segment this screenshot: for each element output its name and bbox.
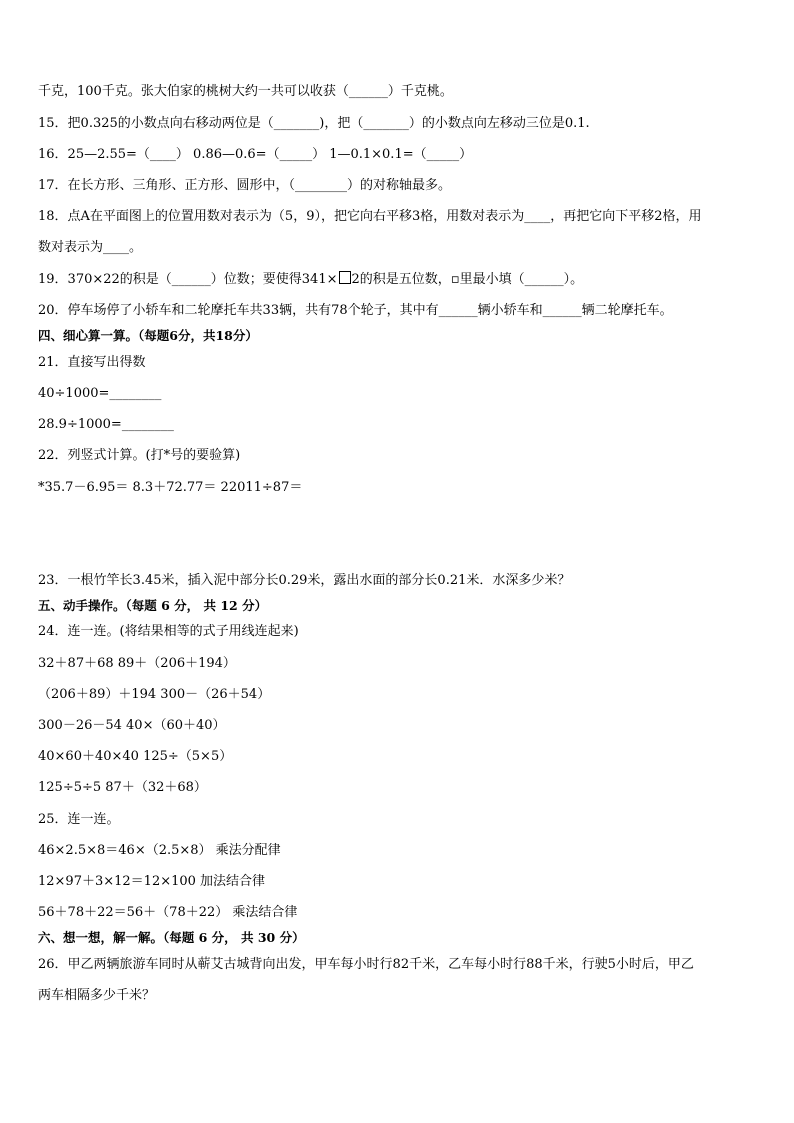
text-line-q26-continued: 两车相隔多少千米？	[38, 988, 156, 1003]
text-line-q15: 15．把0.325的小数点向右移动两位是（_______)，把（_______）的小数点向左移动三位是0.1.	[38, 116, 590, 131]
text-line-q17: 17．在长方形、三角形、正方形、圆形中，（________）的对称轴最多。	[38, 178, 452, 193]
text-line-q18-continued: 数对表示为____。	[38, 240, 143, 255]
text-line-q24-row2: （206＋89）＋194 300－（26＋54）	[38, 687, 271, 702]
blank-square-icon	[339, 271, 351, 284]
text-line-q24-row4: 40×60＋40×40 125÷（5×5）	[38, 749, 233, 764]
text-line-q14-continued: 千克，100千克。张大伯家的桃树大约一共可以收获（______）千克桃。	[38, 84, 453, 99]
text-line-q18: 18．点A在平面图上的位置用数对表示为（5，9），把它向右平移3格，用数对表示为____，再把它向下平移2格，用	[38, 209, 702, 224]
section-heading-5: 五、动手操作。（每题 6 分， 共 12 分）	[38, 598, 268, 613]
section-heading-4: 四、细心算一算。（每题6分，共18分）	[38, 328, 258, 343]
text-line-q24-row5: 125÷5÷5 87＋（32＋68）	[38, 780, 207, 795]
section-heading-6: 六、想一想，解一解。（每题 6 分， 共 30 分）	[38, 930, 305, 945]
text-line-q19	[38, 271, 758, 289]
text-line-q25-row3: 56＋78＋22＝56＋（78＋22） 乘法结合律	[38, 905, 298, 920]
text-line-q22: 22．列竖式计算。(打*号的要验算)	[38, 448, 241, 463]
text-line-q21-a: 40÷1000=________	[38, 386, 162, 401]
text-line-q24-row1: 32＋87＋68 89＋（206＋194）	[38, 656, 236, 671]
text-line-q26: 26．甲乙两辆旅游车同时从蕲艾古城背向出发，甲车每小时行82千米，乙车每小时行88千米，行驶5小时后，甲乙	[38, 957, 694, 972]
text-line-q20: 20．停车场停了小轿车和二轮摩托车共33辆，共有78个轮子，其中有______辆小轿车和______辆二轮摩托车。	[38, 303, 673, 318]
text-line-q22-problems: *35.7－6.95＝ 8.3＋72.77＝ 22011÷87＝	[38, 480, 303, 495]
text-line-q16: 16．25—2.55=（____） 0.86—0.6=（_____） 1—0.1×0.1=（_____）	[38, 147, 473, 162]
text-line-q25-row2: 12×97＋3×12＝12×100 加法结合律	[38, 874, 266, 889]
q19-text-before: 19．370×22的积是（______）位数；要使得341×	[38, 272, 338, 287]
text-line-q25: 25．连一连。	[38, 812, 120, 827]
q19-text-after: 2的积是五位数，▫里最小填（______）。	[351, 272, 584, 287]
text-line-q23: 23．一根竹竿长3.45米，插入泥中部分长0.29米，露出水面的部分长0.21米．水深多少米？	[38, 573, 571, 588]
text-line-q21: 21．直接写出得数	[38, 355, 146, 370]
text-line-q24-row3: 300－26－54 40×（60＋40）	[38, 718, 226, 733]
text-line-q25-row1: 46×2.5×8＝46×（2.5×8） 乘法分配律	[38, 843, 281, 858]
text-line-q24: 24．连一连。(将结果相等的式子用线连起来)	[38, 624, 299, 639]
text-line-q21-b: 28.9÷1000=________	[38, 417, 174, 432]
